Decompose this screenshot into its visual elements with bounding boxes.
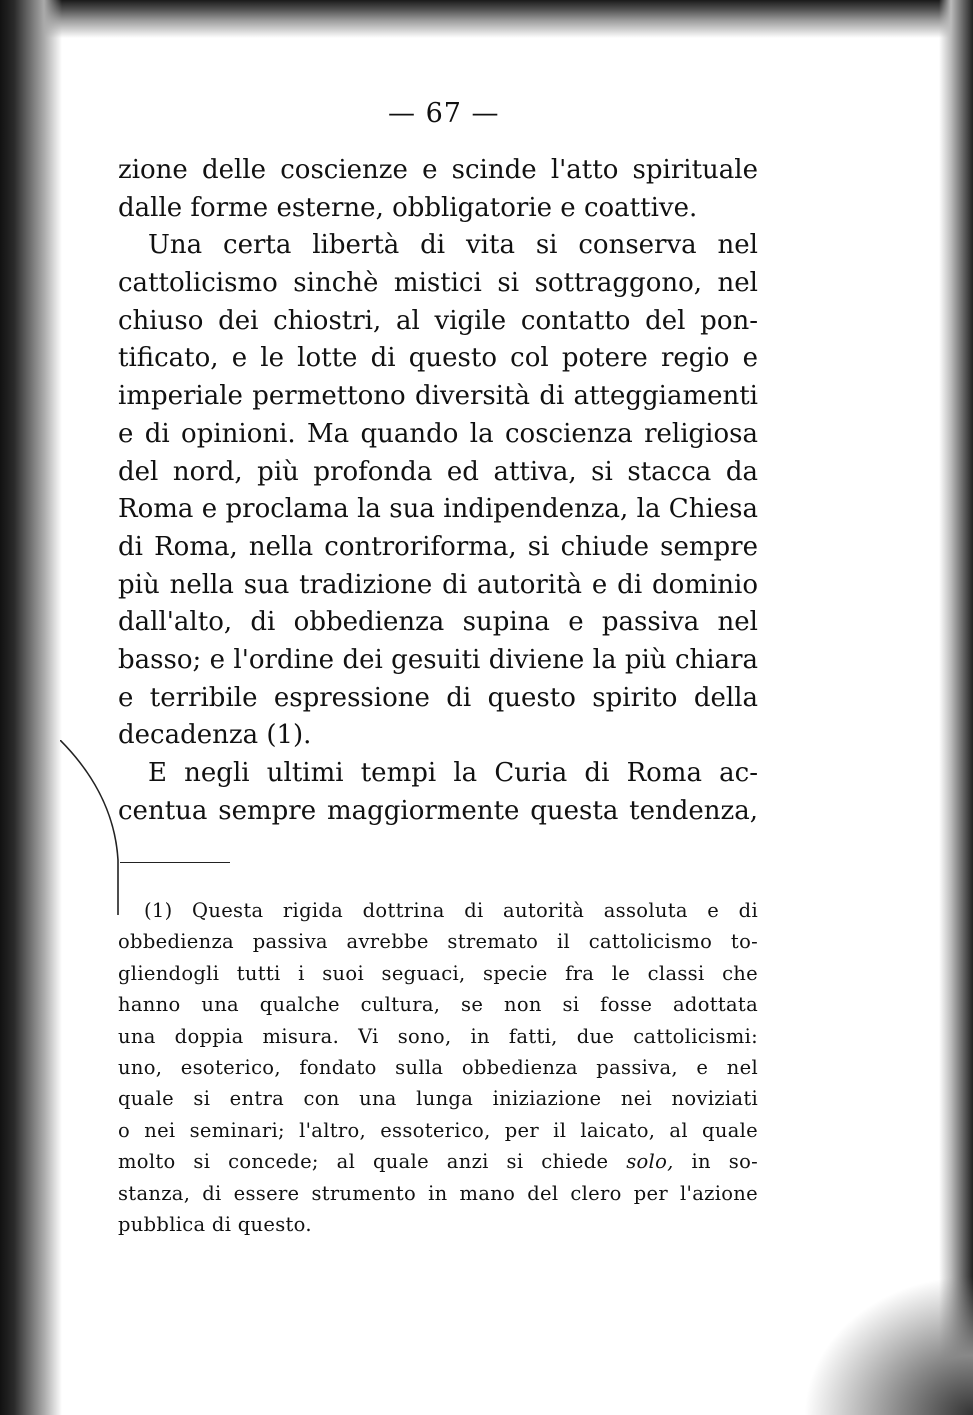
text-line: e di opinioni. Ma quando la coscienza religiosa [118,418,758,449]
scan-shadow-corner [803,1275,973,1415]
footnote-emphasis: solo, [626,1150,674,1174]
text-line: dalle forme esterne, obbligatorie e coattive. [118,192,698,223]
footnote [118,895,758,1240]
text-line: basso; e l'ordine dei gesuiti diviene la più chiara [118,644,758,675]
footnote-line: (1) Questa rigida dottrina di autorità assoluta e di [144,899,758,922]
text-line: di Roma, nella controriforma, si chiude sempre [118,531,758,562]
footnote-line-start: molto si concede; al quale anzi si chiede [118,1150,609,1174]
footnote-separator [120,862,230,863]
footnote-line: uno, esoterico, fondato sulla obbedienza passiva, e nel [118,1055,758,1079]
main-text [118,152,758,830]
text-line: decadenza (1). [118,720,312,751]
text-line: E negli ultimi tempi la Curia di Roma ac- [148,758,758,788]
text-line: imperiale permettono diversità di atteggiamenti [118,381,758,412]
text-line: cattolicismo sinchè mistici si sottraggono, nel [118,268,758,299]
footnote-line-end: in so- [691,1150,759,1174]
text-line: Una certa libertà di vita si conserva nel [148,230,758,261]
footnote-line: una doppia misura. Vi sono, in fatti, due cattolicismi: [118,1024,758,1048]
scan-shadow-top [0,0,973,38]
text-line: tificato, e le lotte di questo col potere regio e [118,343,758,374]
text-line: e terribile espressione di questo spirito della [118,682,758,713]
footnote-line: hanno una qualche cultura, se non si fosse adottata [118,993,758,1017]
footnote-line: pubblica di questo. [118,1212,312,1236]
text-line: dall'alto, di obbedienza supina e passiva nel [118,607,758,638]
text-line: zione delle coscienze e scinde l'atto spirituale [118,155,758,185]
footnote-line: quale si entra con una lunga iniziazione nei noviziati [118,1087,758,1111]
page-number: — 67 — [388,98,500,129]
text-line: chiuso dei chiostri, al vigile contatto del pon- [118,305,758,336]
text-line: Roma e proclama la sua indipendenza, la Chiesa [118,494,758,525]
text-line: più nella sua tradizione di autorità e di dominio [118,569,758,600]
footnote-line: obbedienza passiva avrebbe stremato il cattolicismo to- [118,930,758,954]
scan-shadow-right [939,0,973,1415]
footnote-line: stanza, di essere strumento in mano del clero per l'azione [118,1181,758,1205]
footnote-line: o nei seminari; l'altro, essoterico, per il laicato, al quale [118,1118,758,1142]
text-line: del nord, più profonda ed attiva, si stacca da [118,456,758,487]
footnote-line: gliendogli tutti i suoi seguaci, specie fra le classi che [118,961,758,985]
text-line: centua sempre maggiormente questa tendenza, [118,795,758,826]
scan-shadow-left [0,0,62,1415]
footnote-line-mixed [118,1146,758,1177]
